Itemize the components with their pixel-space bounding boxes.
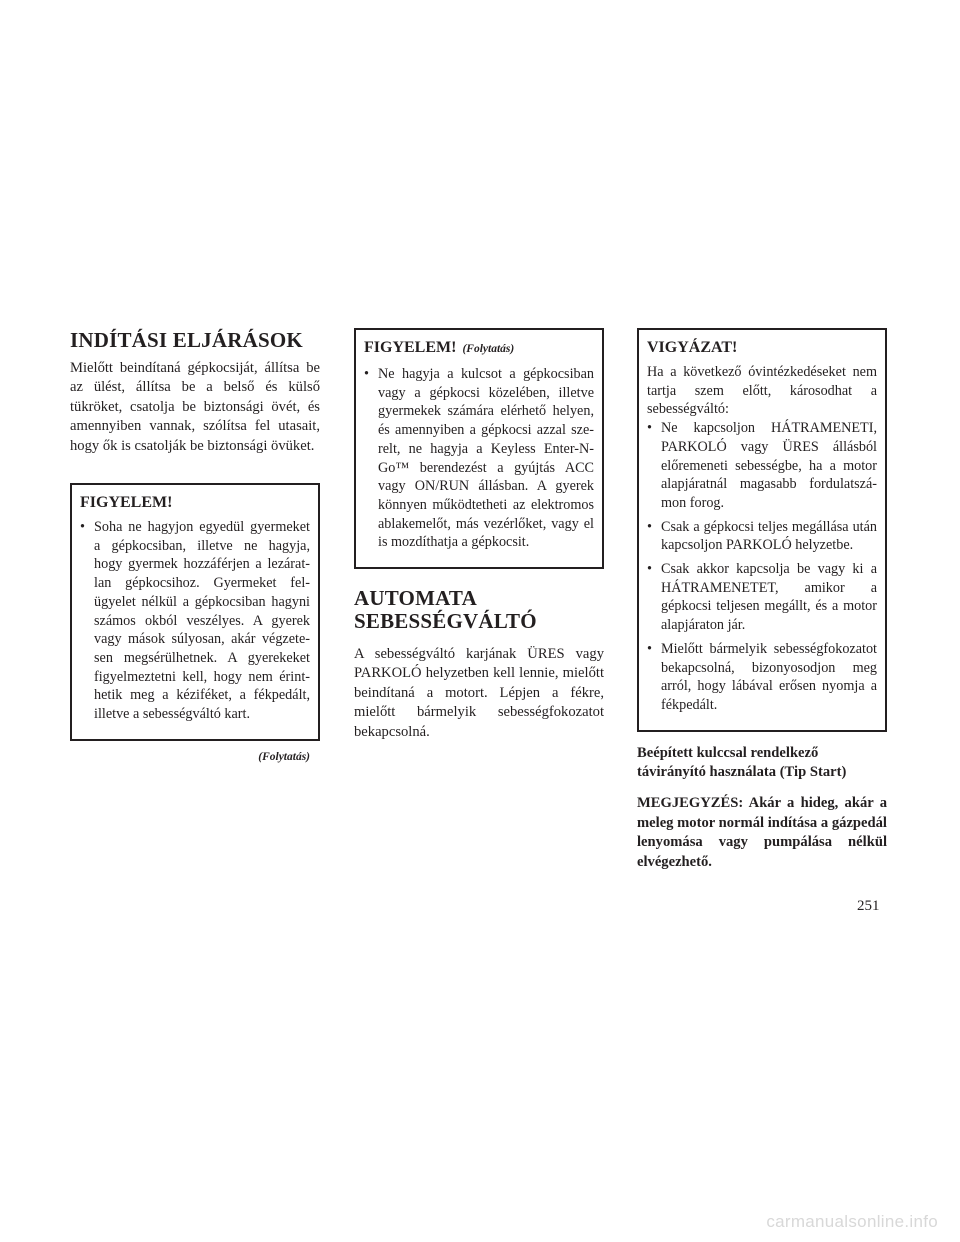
warning-box <box>70 483 320 741</box>
caution-list <box>647 419 877 715</box>
tip-start-subheading: Beépített kulccsal rendelkező távirányító használata (Tip Start) <box>637 744 847 781</box>
middle-column <box>354 328 604 742</box>
warning-item: • Soha ne hagyjon egyedül gyermeket a gépkocsiban, illetve ne hagyja, hogy gyermek hozzáférjen a lezáratlan gépkocsihoz. Gyermeket felügyelet nélkül a gépkocsiban hagyni számos okból veszélyes. A gyerek vagy mások súlyosan, akár végzetesen megsérülhetnek. A gyerekeket figyelmeztetni kell, hogy nem érinthetik meg a kéziféket, a fékpedált, illetve a sebességváltó kart. <box>80 518 310 724</box>
warning-list <box>364 365 594 552</box>
warning-box-continued <box>354 328 604 569</box>
caution-item: • Mielőtt bármelyik sebességfokozatot bekapcsolná, bizonyosodjon meg arról, hogy lábával erősen nyomja a fékpedált. <box>647 640 877 715</box>
transmission-paragraph: A sebességváltó karjának ÜRES vagy PARKOLÓ helyzetben kell lennie, mielőtt beindítaná a motort. Lépjen a fékre, mielőtt bármelyik sebességfokozatot bekapcsolná. <box>354 646 604 740</box>
note-paragraph: MEGJEGYZÉS: Akár a hideg, akár a meleg motor normál indítása a gázpedál lenyomása vagy pumpálása nélkül elvégezhető. <box>637 795 887 870</box>
caution-item: • Csak a gépkocsi teljes megállása után kapcsoljon PARKOLÓ helyzetbe. <box>647 518 877 555</box>
caution-title: VIGYÁZAT! <box>647 339 738 356</box>
intro-paragraph: Mielőtt beindítaná gépkocsiját, állítsa be az ülést, állítsa be a belső és külső tükröket, csatolja be biztonsági övét, és amennyiben vannak, szólítsa fel utasait, hogy ők is csatolják be biztonsági övüket. <box>70 360 320 454</box>
left-column <box>70 328 320 763</box>
warning-title-continued: (Folytatás) <box>462 343 515 355</box>
section-heading-starting-procedures: INDÍTÁSI ELJÁRÁSOK <box>70 328 303 352</box>
caution-item: • Csak akkor kapcsolja be vagy ki a HÁTRAMENETET, amikor a gépkocsi teljesen megállt, és a motor alapjáraton jár. <box>647 560 877 635</box>
warning-item: • Ne hagyja a kulcsot a gépkocsiban vagy a gépkocsi közelében, illetve gyermekek számára elérhető helyen, és amennyiben a gépkocsi azzal szerelt, ne hagyja a Keyless Enter-N-Go™ berendezést a gyújtás ACC vagy ON/RUN állásban. A gyerek könnyen működtetheti az elektromos ablakemelőt, más vezérlőket, vagy el is mozdíthatja a gépkocsit. <box>364 365 594 552</box>
caution-box <box>637 328 887 732</box>
caution-intro: Ha a következő óvintézkedéseket nem tartja szem előtt, károsodhat a sebességváltó: <box>647 364 877 418</box>
watermark: carmanualsonline.info <box>766 1212 938 1231</box>
warning-title <box>364 338 594 359</box>
heading-line-1: AUTOMATA <box>354 586 477 611</box>
page-number: 251 <box>857 898 880 914</box>
heading-line-2: SEBESSÉGVÁLTÓ <box>354 609 537 634</box>
continued-label: (Folytatás) <box>258 750 310 763</box>
warning-title: FIGYELEM! <box>80 494 173 512</box>
warning-title-text: FIGYELEM! <box>364 339 457 356</box>
caution-item: • Ne kapcsoljon HÁTRAMENETI, PARKOLÓ vagy ÜRES állásból előremeneti sebességbe, ha a motor alapjáratnál magasabb fordulatszámon forog. <box>647 419 877 513</box>
section-heading-automatic-transmission <box>354 587 604 633</box>
right-column <box>637 328 887 872</box>
warning-list <box>80 518 310 724</box>
